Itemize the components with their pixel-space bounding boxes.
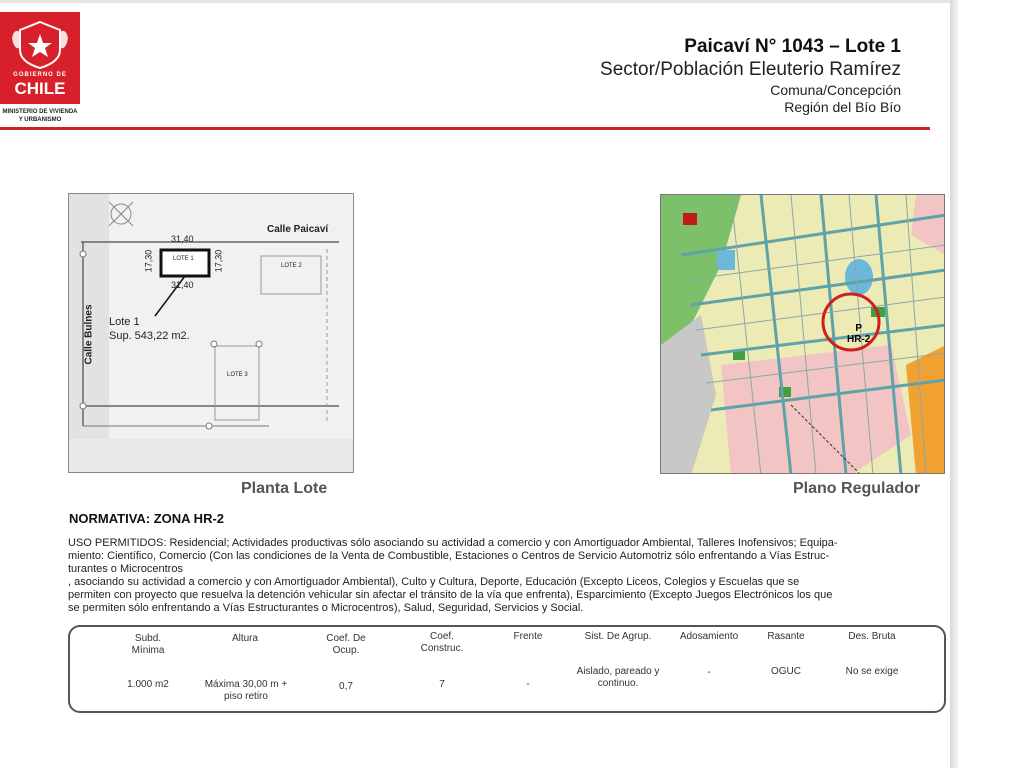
uses-line: se permiten sólo enfrentando a Vías Estructurantes o Microcentros), Salud, Seguridad, Servicios y Social. [68, 602, 584, 614]
uses-line: USO PERMITIDOS: Residencial; Actividades productivas sólo asociando su actividad a comercio y con Amortiguador Ambiental, Talleres Inofensivos; Equipa- [68, 537, 838, 549]
uses-line: turantes o Microcentros [68, 563, 183, 575]
th-rasante: Rasante [767, 631, 805, 642]
regulatory-map-drawing [661, 195, 945, 474]
td-subd-minima: 1.000 m2 [127, 679, 169, 690]
uses-line: permiten con proyecto que resuelva la detención vehicular sin afectar el tránsito de la vía que enfrenta), Esparcimiento (Excepto Juegos Electrónicos los que [68, 589, 833, 601]
lot-plan-image [68, 193, 354, 473]
th-sist-agrup: Sist. De Agrup. [584, 631, 652, 642]
page-sector: Sector/Población Eleuterio Ramírez [600, 59, 901, 80]
td-altura: Máxima 30,00 m + piso retiro [204, 679, 288, 702]
th-des-bruta: Des. Bruta [848, 631, 896, 642]
header-divider [0, 127, 930, 130]
plan-lote2-label: LOTE 2 [281, 263, 302, 269]
td-frente: - [526, 679, 530, 690]
ministry-line-2: Y URBANISMO [18, 117, 62, 123]
map-badge-zone: HR-2 [847, 334, 871, 345]
permitted-uses-text [68, 537, 938, 615]
plan-dim-left: 17,30 [143, 249, 154, 273]
td-des-bruta: No se exige [845, 666, 899, 677]
plan-lote1-callout: Lote 1 [109, 316, 140, 328]
plan-lote1-box-label: LOTE 1 [173, 256, 194, 262]
logo-country-text: CHILE [14, 79, 66, 98]
plan-street-top: Calle Paicaví [267, 224, 329, 235]
page-title: Paicaví N° 1043 – Lote 1 [684, 36, 901, 57]
ministry-line-1: MINISTERIO DE VIVIENDA [2, 109, 78, 115]
normativa-heading: NORMATIVA: ZONA HR-2 [69, 511, 225, 526]
coat-of-arms-icon [6, 18, 74, 70]
slide-right-edge [950, 0, 958, 768]
plan-street-side: Calle Bulnes [83, 304, 95, 365]
th-coef-ocup: Coef. De Ocup. [326, 633, 366, 656]
th-adosamiento: Adosamiento [679, 631, 739, 642]
map-caption: Plano Regulador [793, 480, 921, 497]
th-coef-construc: Coef. Construc. [420, 631, 464, 654]
plan-dim-bottom: 31,40 [171, 280, 194, 290]
uses-line: miento: Científico, Comercio (Con las condiciones de la Venta de Combustible, Estaciones o Centros de Servicio Automotriz sólo enfrentando a Vías Estruc- [68, 550, 830, 562]
page-header [600, 36, 901, 116]
plan-lote3-label: LOTE 3 [227, 372, 248, 378]
th-frente: Frente [513, 631, 543, 642]
map-badge-top: P [855, 323, 862, 334]
plan-dim-right: 17,30 [213, 249, 224, 273]
government-logo [0, 12, 80, 104]
plan-lote1-area: Sup. 543,22 m2. [109, 330, 190, 342]
building-conditions-table [68, 625, 946, 713]
slide-top-edge [0, 0, 950, 3]
page-region: Región del Bío Bío [784, 99, 901, 115]
map-zone-badge [847, 323, 870, 345]
td-rasante: OGUC [771, 666, 801, 677]
td-sist-agrup: Aislado, pareado y continuo. [576, 666, 660, 689]
page-comuna: Comuna/Concepción [770, 82, 901, 98]
uses-line: , asociando su actividad a comercio y con Amortiguador Ambiental), Culto y Cultura, Deporte, Educación (Excepto Liceos, Colegios y Escuelas que se [68, 576, 800, 588]
th-altura: Altura [231, 633, 259, 644]
td-coef-ocup: 0,7 [339, 681, 353, 692]
regulatory-map-image [660, 194, 945, 474]
td-adosamiento: - [707, 667, 711, 678]
plan-dim-top: 31,40 [171, 234, 194, 244]
plan-caption: Planta Lote [241, 480, 328, 497]
logo-government-text: GOBIERNO DE [13, 72, 67, 78]
th-subd-minima: Subd. Mínima [131, 633, 165, 656]
ministry-name [0, 108, 80, 124]
td-coef-construc: 7 [439, 679, 445, 690]
